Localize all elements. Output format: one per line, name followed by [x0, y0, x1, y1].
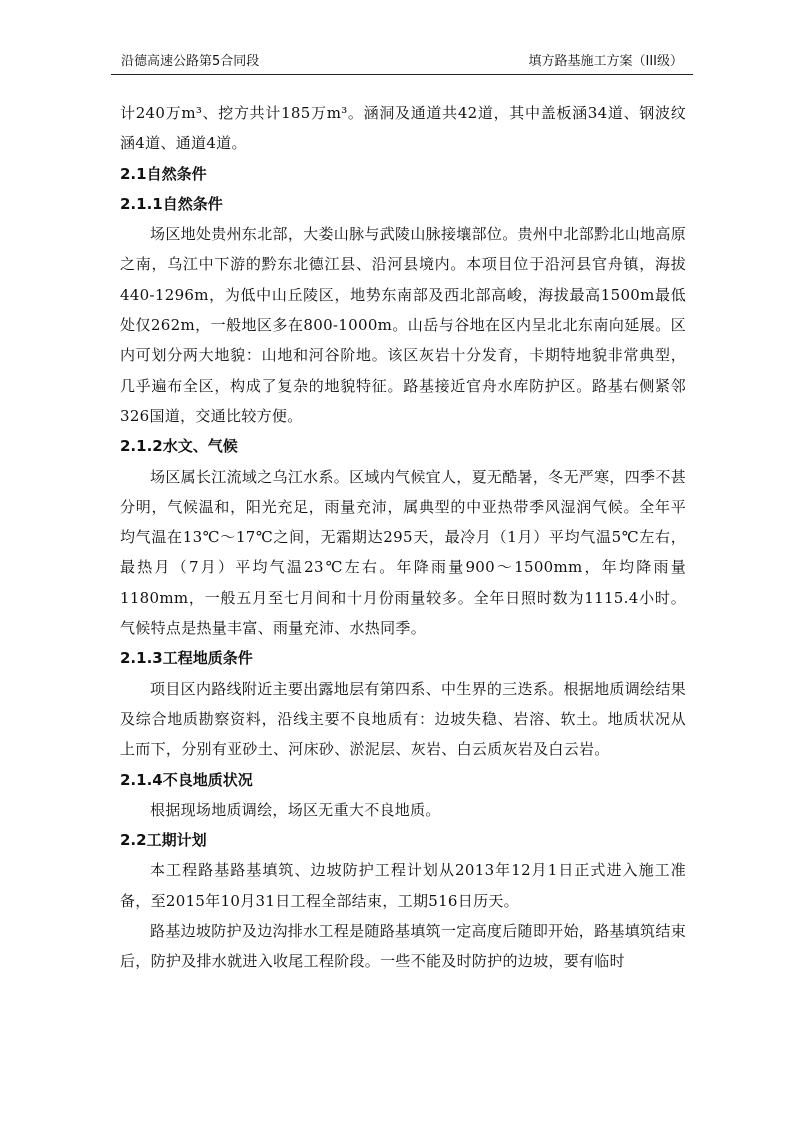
body-paragraph: 本工程路基路基填筑、边坡防护工程计划从2013年12月1日正式进入施工准备，至2015年10月31日工程全部结束，工期516日历天。 [120, 861, 686, 910]
subsection-heading: 2.1.2水文、气候 [120, 437, 238, 456]
section-heading: 2.1自然条件 [120, 164, 207, 183]
body-paragraph: 场区地处贵州东北部，大娄山脉与武陵山脉接壤部位。贵州中北部黔北山地高原之南，乌江中下游的黔东北德江县、沿河县境内。本项目位于沿河县官舟镇，海拔440-1296m，为低中山丘陵区，地势东南部及西北部高峻，海拔最高1500m最低处仅262m，一般地区多在800-1000m。山岳与谷地在区内呈北北东南向延展。区内可划分两大地貌：山地和河谷阶地。该区灰岩十分发育，卡期特地貌非常典型，几乎遍布全区，构成了复杂的地貌特征。路基接近官舟水库防护区。路基右侧紧邻326国道，交通比较方便。 [120, 225, 686, 425]
subsection-heading: 2.1.1自然条件 [120, 194, 223, 213]
body-paragraph: 项目区内路线附近主要出露地层有第四系、中生界的三迭系。根据地质调绘结果及综合地质勘察资料，沿线主要不良地质有：边坡失稳、岩溶、软土。地质状况从上而下，分别有亚砂土、河床砂、淤泥层、灰岩、白云质灰岩及白云岩。 [120, 679, 686, 759]
body-paragraph: 计240万m³、挖方共计185万m³。涵洞及通道共42道，其中盖板涵34道、钢波纹涵4道、通道4道。 [120, 104, 686, 153]
section-heading: 2.2工期计划 [120, 831, 207, 850]
body-paragraph: 路基边坡防护及边沟排水工程是随路基填筑一定高度后随即开始，路基填筑结束后，防护及排水就进入收尾工程阶段。一些不能及时防护的边坡，要有临时 [120, 922, 686, 971]
subsection-heading: 2.1.4不良地质状况 [120, 770, 253, 789]
body-paragraph: 场区属长江流域之乌江水系。区域内气候宜人，夏无酷暑，冬无严寒，四季不甚分明，气候温和，阳光充足，雨量充沛，属典型的中亚热带季风湿润气候。全年平均气温在13℃～17℃之间，无霜期达295天，最冷月（1月）平均气温5℃左右，最热月（7月）平均气温23℃左右。年降雨量900～1500mm，年均降雨量1180mm，一般五月至七月间和十月份雨量较多。全年日照时数为1115.4小时。气候特点是热量丰富、雨量充沛、水热同季。 [120, 467, 686, 638]
document-body [120, 98, 686, 977]
header-document-title: 填方路基施工方案（III级） [528, 54, 683, 69]
body-paragraph: 根据现场地质调绘，场区无重大不良地质。 [150, 800, 441, 819]
page-header [111, 50, 693, 75]
subsection-heading: 2.1.3工程地质条件 [120, 649, 253, 668]
header-project-name: 沿德高速公路第5合同段 [121, 54, 260, 69]
